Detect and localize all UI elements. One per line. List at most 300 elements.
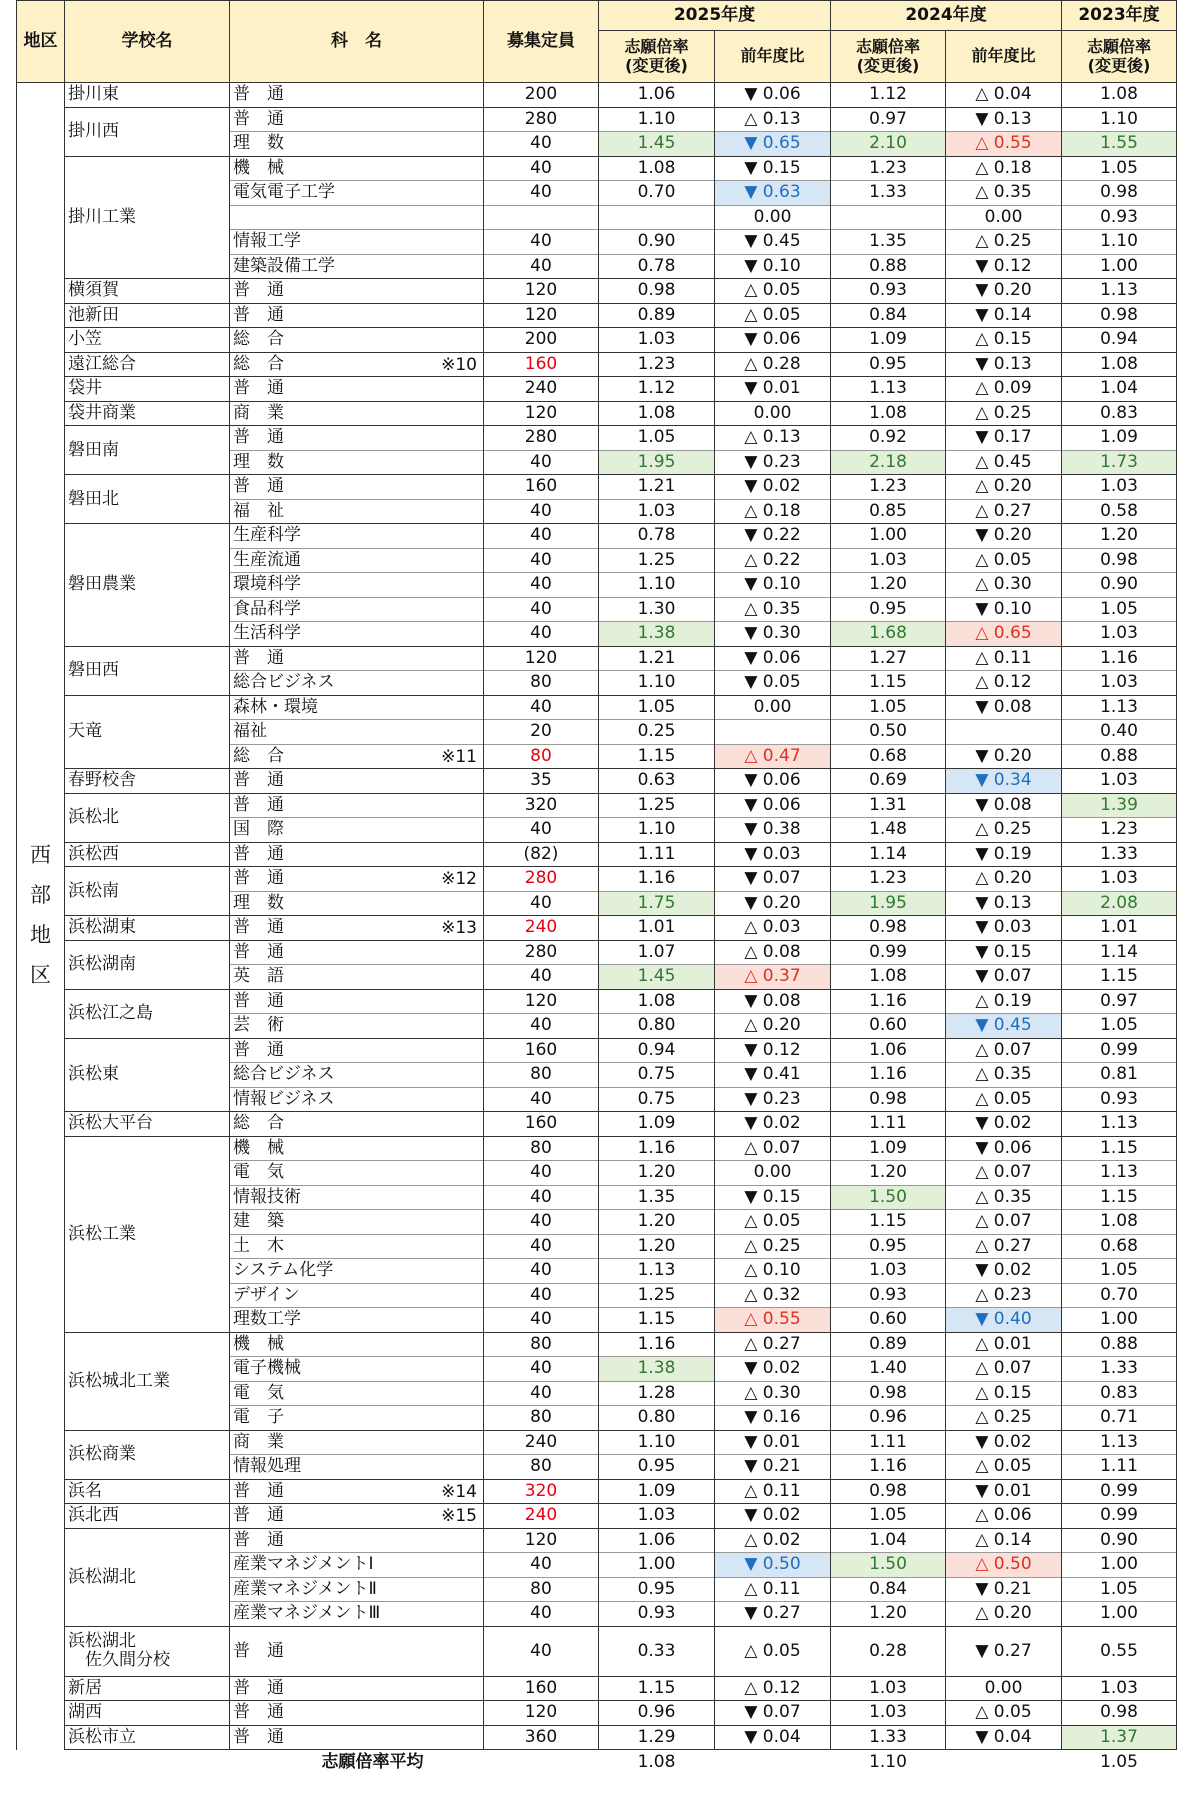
diff-2025-cell: △ 0.55 [715,1308,831,1333]
course-label: 電 気 [233,1382,284,1403]
diff-2024-cell: △ 0.27 [946,1234,1062,1259]
capacity-cell: 200 [484,328,599,353]
course-label: 機 械 [233,1137,284,1158]
ratio-2025-cell: 0.95 [599,1455,715,1480]
course-label: 生産科学 [233,525,301,546]
capacity-cell: 40 [484,230,599,255]
diff-2025-cell: ▼ 0.03 [715,842,831,867]
course-name [230,1308,484,1333]
course-name [230,842,484,867]
capacity-cell: 40 [484,818,599,843]
diff-2024-cell: ▼ 0.12 [946,254,1062,279]
capacity-cell: 80 [484,1455,599,1480]
ratio-2024-cell: 1.11 [831,1430,946,1455]
diff-2024-cell: ▼ 0.08 [946,695,1062,720]
diff-2024-cell: ▼ 0.06 [946,1136,1062,1161]
ratio-2023-cell: 1.01 [1062,916,1177,941]
course-label: 電 気 [233,1162,284,1183]
capacity-cell: 40 [484,548,599,573]
ratio-2025-cell: 1.29 [599,1725,715,1750]
ratio-2025-cell: 0.78 [599,254,715,279]
ratio-2025-cell: 1.25 [599,1283,715,1308]
school-name: 春野校舎 [65,769,230,794]
capacity-cell: 240 [484,1430,599,1455]
ratio-2025-cell: 1.15 [599,1308,715,1333]
ratio-2025-cell: 0.90 [599,230,715,255]
course-name [230,1038,484,1063]
course-label: 普 通 [233,1039,284,1060]
application-ratio-table [16,0,1177,1776]
school-name: 浜松南 [65,867,230,916]
ratio-2025-cell: 1.12 [599,377,715,402]
diff-2024-cell: ▼ 0.40 [946,1308,1062,1333]
ratio-2023-cell: 0.94 [1062,328,1177,353]
course-label: 普 通 [233,108,284,129]
table-row [17,426,1177,451]
ratio-2023-cell: 1.03 [1062,769,1177,794]
course-label: 電 子 [233,1407,284,1428]
ratio-2025-cell: 1.08 [599,989,715,1014]
diff-2025-cell: △ 0.05 [715,303,831,328]
course-label: 理 数 [233,451,284,472]
diff-2024-cell: △ 0.20 [946,475,1062,500]
diff-2024-cell: ▼ 0.13 [946,352,1062,377]
capacity-cell: 200 [484,83,599,108]
school-name: 横須賀 [65,279,230,304]
table-row [17,107,1177,132]
school-name: 浜松湖東 [65,916,230,941]
school-name: 小笠 [65,328,230,353]
course-name [230,328,484,353]
footnote-marker: ※12 [441,869,477,889]
ratio-2025-cell: 1.38 [599,622,715,647]
course-label: 情報ビジネス [233,1088,335,1109]
ratio-2024-cell [831,205,946,230]
ratio-2023-cell: 1.00 [1062,254,1177,279]
ratio-2023-cell: 0.90 [1062,1528,1177,1553]
diff-2024-cell: △ 0.05 [946,1455,1062,1480]
ratio-2024-cell: 1.12 [831,83,946,108]
table-row [17,377,1177,402]
ratio-2024-cell: 0.89 [831,1332,946,1357]
diff-2025-cell: ▼ 0.02 [715,475,831,500]
course-name [230,1479,484,1504]
diff-2024-cell: ▼ 0.17 [946,426,1062,451]
diff-2024-cell: △ 0.09 [946,377,1062,402]
ratio-2024-cell: 1.04 [831,1528,946,1553]
capacity-cell: 40 [484,1210,599,1235]
ratio-2024-cell: 1.06 [831,1038,946,1063]
course-name [230,818,484,843]
course-label: 普 通 [233,647,284,668]
course-label: 普 通 [233,941,284,962]
diff-2025-cell: △ 0.25 [715,1234,831,1259]
ratio-2024-cell: 0.98 [831,916,946,941]
ratio-2024-cell: 1.03 [831,1676,946,1701]
ratio-2024-cell: 1.23 [831,156,946,181]
ratio-2023-cell: 1.00 [1062,1602,1177,1627]
course-name [230,597,484,622]
diff-2024-cell: ▼ 0.13 [946,107,1062,132]
diff-2025-cell: ▼ 0.16 [715,1406,831,1431]
table-row [17,524,1177,549]
capacity-cell: 40 [484,156,599,181]
diff-2024-cell: ▼ 0.14 [946,303,1062,328]
ratio-2025-cell: 0.70 [599,181,715,206]
course-label: 普 通 [233,1640,284,1661]
capacity-cell: 80 [484,1406,599,1431]
capacity-cell: 40 [484,695,599,720]
diff-2024-cell: △ 0.15 [946,328,1062,353]
diff-2024-cell: △ 0.07 [946,1357,1062,1382]
table-row [17,1676,1177,1701]
diff-2025-cell: △ 0.11 [715,1577,831,1602]
ratio-2023-cell: 1.10 [1062,107,1177,132]
header-ratio-2023: 志願倍率 (変更後) [1062,31,1177,83]
ratio-2023-cell: 1.33 [1062,1357,1177,1382]
course-label: 普 通 [233,280,284,301]
diff-2025-cell: △ 0.05 [715,1210,831,1235]
ratio-2023-cell: 0.81 [1062,1063,1177,1088]
diff-2025-cell: △ 0.28 [715,352,831,377]
course-name [230,1602,484,1627]
diff-2024-cell: △ 0.04 [946,83,1062,108]
diff-2025-cell: ▼ 0.12 [715,1038,831,1063]
ratio-2025-cell: 1.05 [599,695,715,720]
ratio-2025-cell: 0.75 [599,1087,715,1112]
diff-2024-cell: ▼ 0.10 [946,597,1062,622]
diff-2025-cell: ▼ 0.04 [715,1725,831,1750]
ratio-2024-cell: 0.95 [831,597,946,622]
ratio-2024-cell: 1.20 [831,573,946,598]
course-label: 情報工学 [233,231,301,252]
diff-2025-cell: 0.00 [715,695,831,720]
diff-2024-cell: 0.00 [946,205,1062,230]
ratio-2025-cell: 1.11 [599,842,715,867]
course-label: 普 通 [233,84,284,105]
course-name [230,377,484,402]
ratio-2024-cell: 0.69 [831,769,946,794]
ratio-2025-cell: 1.20 [599,1234,715,1259]
header-ratio-2024: 志願倍率 (変更後) [831,31,946,83]
course-label: 環境科学 [233,574,301,595]
diff-2025-cell: △ 0.18 [715,499,831,524]
diff-2025-cell: ▼ 0.02 [715,1357,831,1382]
course-name [230,1577,484,1602]
diff-2025-cell: △ 0.35 [715,597,831,622]
course-label: 産業マネジメントⅡ [233,1578,377,1599]
capacity-cell: 40 [484,1234,599,1259]
course-name [230,622,484,647]
capacity-cell: 40 [484,1161,599,1186]
footnote-marker: ※15 [441,1506,477,1526]
course-name [230,205,484,230]
diff-2024-cell: △ 0.18 [946,156,1062,181]
ratio-2024-cell: 0.68 [831,744,946,769]
course-name [230,230,484,255]
diff-2024-cell: ▼ 0.02 [946,1112,1062,1137]
school-name: 磐田西 [65,646,230,695]
course-label: 産業マネジメントⅢ [233,1603,381,1624]
diff-2025-cell: ▼ 0.38 [715,818,831,843]
ratio-2024-cell: 0.98 [831,1381,946,1406]
course-label: 普 通 [233,843,284,864]
ratio-2023-cell: 1.03 [1062,1676,1177,1701]
course-label: 福 祉 [233,500,284,521]
diff-2025-cell: △ 0.10 [715,1259,831,1284]
ratio-2024-cell: 1.33 [831,1725,946,1750]
capacity-cell: 35 [484,769,599,794]
school-name: 池新田 [65,303,230,328]
capacity-cell: 120 [484,646,599,671]
diff-2025-cell: ▼ 0.06 [715,328,831,353]
school-name: 袋井 [65,377,230,402]
course-label: 普 通 [233,1529,284,1550]
course-name [230,450,484,475]
diff-2025-cell: ▼ 0.01 [715,377,831,402]
capacity-cell: 80 [484,671,599,696]
region-cell: 西 部 地 区 [17,83,65,1750]
ratio-2023-cell: 1.13 [1062,1430,1177,1455]
diff-2025-cell: △ 0.08 [715,940,831,965]
ratio-2025-cell: 0.98 [599,279,715,304]
ratio-2023-cell: 0.83 [1062,401,1177,426]
ratio-2024-cell: 0.60 [831,1308,946,1333]
ratio-2024-cell: 0.85 [831,499,946,524]
ratio-2024-cell: 0.95 [831,1234,946,1259]
ratio-2025-cell: 1.01 [599,916,715,941]
ratio-2024-cell: 1.35 [831,230,946,255]
diff-2025-cell: ▼ 0.30 [715,622,831,647]
capacity-cell: 40 [484,891,599,916]
diff-2025-cell: △ 0.32 [715,1283,831,1308]
capacity-cell: 280 [484,107,599,132]
ratio-2024-cell: 1.27 [831,646,946,671]
diff-2024-cell: ▼ 0.34 [946,769,1062,794]
school-name: 浜松湖北 [65,1528,230,1626]
school-name: 磐田南 [65,426,230,475]
ratio-2023-cell: 0.58 [1062,499,1177,524]
diff-2024-cell: ▼ 0.08 [946,793,1062,818]
ratio-2023-cell: 1.03 [1062,622,1177,647]
school-name: 遠江総合 [65,352,230,377]
header-year-2025: 2025年度 [599,1,831,31]
ratio-2025-cell: 1.09 [599,1112,715,1137]
ratio-2023-cell: 2.08 [1062,891,1177,916]
school-name: 袋井商業 [65,401,230,426]
ratio-2023-cell: 0.97 [1062,989,1177,1014]
diff-2025-cell: △ 0.20 [715,1014,831,1039]
school-name: 浜名 [65,1479,230,1504]
diff-2024-cell: △ 0.07 [946,1210,1062,1235]
course-name [230,1259,484,1284]
diff-2024-cell: △ 0.11 [946,646,1062,671]
diff-2024-cell: △ 0.05 [946,1087,1062,1112]
ratio-2025-cell: 1.16 [599,867,715,892]
table-row [17,769,1177,794]
course-name [230,573,484,598]
ratio-2024-cell: 1.13 [831,377,946,402]
course-name [230,793,484,818]
ratio-2025-cell: 1.15 [599,1676,715,1701]
ratio-2025-cell: 1.03 [599,1504,715,1529]
table-row [17,793,1177,818]
course-name [230,1063,484,1088]
course-label: 生産流通 [233,549,301,570]
diff-2024-cell: △ 0.15 [946,1381,1062,1406]
ratio-2023-cell: 1.13 [1062,695,1177,720]
diff-2024-cell: △ 0.05 [946,1701,1062,1726]
diff-2024-cell: △ 0.07 [946,1161,1062,1186]
footnote-marker: ※13 [441,918,477,938]
ratio-2024-cell: 1.03 [831,1259,946,1284]
diff-2024-cell: △ 0.25 [946,1406,1062,1431]
capacity-cell: 40 [484,965,599,990]
capacity-cell: 40 [484,597,599,622]
ratio-2023-cell: 0.88 [1062,1332,1177,1357]
capacity-cell: 40 [484,524,599,549]
school-name: 浜北西 [65,1504,230,1529]
ratio-2024-cell: 1.20 [831,1161,946,1186]
diff-2024-cell: ▼ 0.20 [946,524,1062,549]
ratio-2023-cell: 0.83 [1062,1381,1177,1406]
capacity-cell: 120 [484,401,599,426]
diff-2024-cell: △ 0.23 [946,1283,1062,1308]
diff-2025-cell: ▼ 0.08 [715,989,831,1014]
course-label: 商 業 [233,402,284,423]
course-name [230,156,484,181]
ratio-2025-cell: 0.95 [599,1577,715,1602]
course-name [230,1332,484,1357]
ratio-2023-cell: 0.68 [1062,1234,1177,1259]
capacity-cell: 320 [484,1479,599,1504]
table-row [17,842,1177,867]
course-label: 芸 術 [233,1015,284,1036]
course-name [230,1210,484,1235]
diff-2024-cell: ▼ 0.03 [946,916,1062,941]
diff-2025-cell: △ 0.27 [715,1332,831,1357]
capacity-cell: 40 [484,1014,599,1039]
ratio-2023-cell: 1.04 [1062,377,1177,402]
course-label: 機 械 [233,1333,284,1354]
diff-2024-cell: ▼ 0.20 [946,279,1062,304]
course-label: 普 通 [233,1480,284,1501]
course-label: デザイン [233,1284,300,1305]
ratio-2023-cell: 1.03 [1062,475,1177,500]
ratio-2025-cell: 0.33 [599,1626,715,1676]
ratio-2025-cell: 0.80 [599,1406,715,1431]
ratio-2025-cell: 1.28 [599,1381,715,1406]
ratio-2025-cell: 1.16 [599,1332,715,1357]
course-name [230,744,484,769]
school-name: 磐田北 [65,475,230,524]
course-label: 福祉 [233,721,267,742]
diff-2025-cell: ▼ 0.45 [715,230,831,255]
table-row [17,867,1177,892]
course-name [230,1626,484,1676]
course-label: 普 通 [233,378,284,399]
table-row [17,646,1177,671]
ratio-2023-cell: 1.13 [1062,1112,1177,1137]
ratio-2024-cell: 1.33 [831,181,946,206]
table-row [17,1528,1177,1553]
ratio-2025-cell: 0.63 [599,769,715,794]
ratio-2025-cell: 0.94 [599,1038,715,1063]
ratio-2025-cell: 0.96 [599,1701,715,1726]
ratio-2024-cell: 1.95 [831,891,946,916]
diff-2024-cell: ▼ 0.21 [946,1577,1062,1602]
diff-2025-cell: △ 0.11 [715,1479,831,1504]
ratio-2023-cell: 1.00 [1062,1308,1177,1333]
ratio-2024-cell: 1.05 [831,1504,946,1529]
capacity-cell: 40 [484,254,599,279]
capacity-cell: 40 [484,1087,599,1112]
table-row [17,1626,1177,1676]
header-region: 地区 [17,1,65,83]
ratio-2023-cell: 1.03 [1062,671,1177,696]
course-label: 電子機械 [233,1358,301,1379]
capacity-cell: 80 [484,1332,599,1357]
diff-2024-cell: △ 0.07 [946,1038,1062,1063]
ratio-2025-cell: 1.38 [599,1357,715,1382]
ratio-2023-cell: 1.08 [1062,1210,1177,1235]
diff-2025-cell: 0.00 [715,1161,831,1186]
ratio-2023-cell: 0.71 [1062,1406,1177,1431]
course-label: 総合ビジネス [233,1064,335,1085]
diff-2024-cell: △ 0.45 [946,450,1062,475]
capacity-cell: 360 [484,1725,599,1750]
course-name [230,1430,484,1455]
ratio-2023-cell: 0.55 [1062,1626,1177,1676]
course-label: 商 業 [233,1431,284,1452]
course-name [230,1676,484,1701]
capacity-cell: 40 [484,1626,599,1676]
capacity-cell: 120 [484,989,599,1014]
ratio-2025-cell: 1.08 [599,156,715,181]
ratio-2023-cell: 0.93 [1062,205,1177,230]
diff-2024-cell: △ 0.19 [946,989,1062,1014]
course-name [230,1701,484,1726]
table-row [17,1725,1177,1750]
capacity-cell: (82) [484,842,599,867]
ratio-2023-cell: 1.00 [1062,1553,1177,1578]
course-name [230,940,484,965]
diff-2024-cell: △ 0.50 [946,1553,1062,1578]
ratio-2025-cell: 1.35 [599,1185,715,1210]
course-label: 普 通 [233,794,284,815]
capacity-cell: 40 [484,499,599,524]
ratio-2025-cell: 1.10 [599,818,715,843]
ratio-2023-cell: 0.88 [1062,744,1177,769]
average-label: 志願倍率平均 [321,1752,424,1773]
course-label: 普 通 [233,304,284,325]
ratio-2025-cell: 1.20 [599,1161,715,1186]
average-2024: 1.10 [869,1752,907,1773]
ratio-2024-cell: 0.93 [831,1283,946,1308]
course-name [230,720,484,745]
diff-2025-cell: ▼ 0.06 [715,769,831,794]
ratio-2025-cell: 1.16 [599,1136,715,1161]
table-row [17,1332,1177,1357]
course-label: 普 通 [233,990,284,1011]
course-name [230,1725,484,1750]
ratio-2025-cell: 1.23 [599,352,715,377]
ratio-2024-cell: 0.84 [831,303,946,328]
course-label: 建築設備工学 [233,255,335,276]
ratio-2023-cell: 0.70 [1062,1283,1177,1308]
school-name: 浜松大平台 [65,1112,230,1137]
ratio-2024-cell: 0.50 [831,720,946,745]
